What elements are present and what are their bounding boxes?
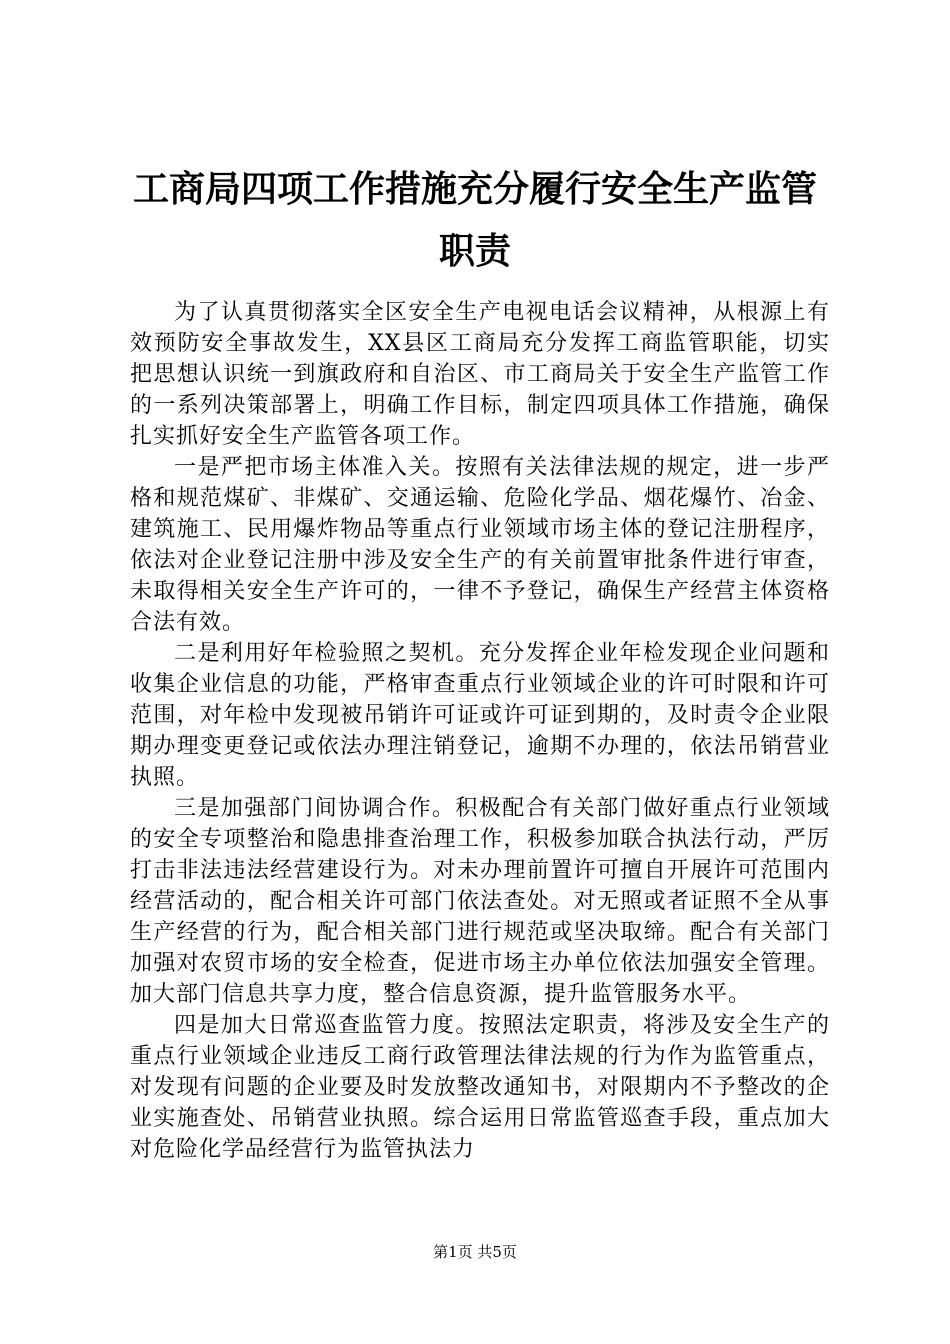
paragraph-measure-4: 四是加大日常巡查监管力度。按照法定职责，将涉及安全生产的重点行业领域企业违反工商行政管理法律法规的行为作为监管重点，对发现有问题的企业要及时发放整改通知书，对限期内不予整改的企业实施查处、吊销营业执照。综合运用日常监管巡查手段，重点加大对危险化学品经营行为监管执法力 xyxy=(130,1013,830,1162)
document-body xyxy=(130,297,830,1165)
document-title: 工商局四项工作措施充分履行安全生产监管职责 xyxy=(132,168,817,272)
page-footer: 第1页 共5页 xyxy=(433,1243,517,1261)
paragraph-measure-2: 二是利用好年检验照之契机。充分发挥企业年检发现企业问题和收集企业信息的功能，严格审查重点行业领域企业的许可时限和许可范围，对年检中发现被吊销许可证或许可证到期的，及时责令企业限期办理变更登记或依法办理注销登记，逾期不办理的，依法吊销营业执照。 xyxy=(130,641,830,790)
paragraph-measure-1: 一是严把市场主体准入关。按照有关法律法规的规定，进一步严格和规范煤矿、非煤矿、交通运输、危险化学品、烟花爆竹、冶金、建筑施工、民用爆炸物品等重点行业领域市场主体的登记注册程序，依法对企业登记注册中涉及安全生产的有关前置审批条件进行审查，未取得相关安全生产许可的，一律不予登记，确保生产经营主体资格合法有效。 xyxy=(130,455,830,635)
paragraph-measure-3: 三是加强部门间协调合作。积极配合有关部门做好重点行业领域的安全专项整治和隐患排查治理工作，积极参加联合执法行动，严厉打击非法违法经营建设行为。对未办理前置许可擅自开展许可范围内经营活动的，配合相关许可部门依法查处。对无照或者证照不全从事生产经营的行为，配合相关部门进行规范或坚决取缔。配合有关部门加强对农贸市场的安全检查，促进市场主办单位依法加强安全管理。加大部门信息共享力度，整合信息资源，提升监管服务水平。 xyxy=(130,796,830,1007)
paragraph-intro: 为了认真贯彻落实全区安全生产电视电话会议精神，从根源上有效预防安全事故发生，XX县区工商局充分发挥工商监管职能，切实把思想认识统一到旗政府和自治区、市工商局关于安全生产监管工作的一系列决策部署上，明确工作目标，制定四项具体工作措施，确保扎实抓好安全生产监管各项工作。 xyxy=(130,300,830,449)
